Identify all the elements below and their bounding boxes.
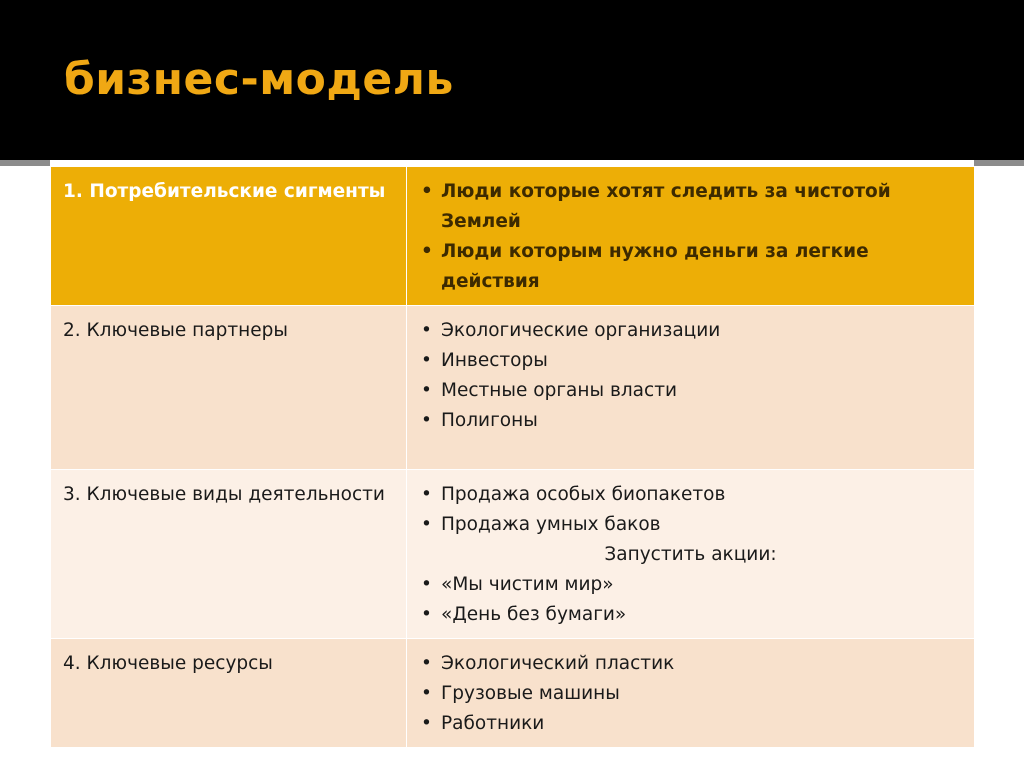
- row-label-cell: [51, 639, 407, 748]
- row-label-cell: [51, 470, 407, 639]
- title-band: [0, 0, 1024, 160]
- row-label: 1. Потребительские сигменты: [63, 181, 386, 202]
- bullet-list: [419, 177, 962, 297]
- table-row-segments: [51, 167, 975, 306]
- list-item: • Грузовые машины: [419, 679, 962, 709]
- table-row-resources: [51, 639, 975, 748]
- row-label-cell: [51, 306, 407, 470]
- row-items-cell: [407, 167, 975, 306]
- list-item: • Местные органы власти: [419, 376, 962, 406]
- row-label: 3. Ключевые виды деятельности: [63, 484, 385, 505]
- slide-title: бизнес-модель: [64, 54, 454, 105]
- row-items-cell: [407, 639, 975, 748]
- list-item: • Продажа умных баков: [419, 510, 962, 540]
- list-item: • «Мы чистим мир»: [419, 570, 962, 600]
- bullet-list: [419, 316, 962, 436]
- list-item: • Продажа особых биопакетов: [419, 480, 962, 510]
- list-item: • Люди которые хотят следить за чистотой Землей: [419, 177, 962, 237]
- list-item: • Экологический пластик: [419, 649, 962, 679]
- list-subheading: Запустить акции:: [604, 544, 777, 565]
- list-item: • Экологические организации: [419, 316, 962, 346]
- row-label: 2. Ключевые партнеры: [63, 320, 288, 341]
- business-model-table: [50, 166, 975, 748]
- list-item: • «День без бумаги»: [419, 600, 962, 630]
- row-items-cell: [407, 470, 975, 639]
- list-item: • Люди которым нужно деньги за легкие действия: [419, 237, 962, 297]
- list-item: • Полигоны: [419, 406, 962, 436]
- row-items-cell: [407, 306, 975, 470]
- title-shadow-right: [974, 160, 1024, 166]
- title-shadow-left: [0, 160, 50, 166]
- table-row-activities: [51, 470, 975, 639]
- table-row-partners: [51, 306, 975, 470]
- list-item: • Инвесторы: [419, 346, 962, 376]
- bullet-list: [419, 649, 962, 739]
- row-label-cell: [51, 167, 407, 306]
- list-item: • Работники: [419, 709, 962, 739]
- bullet-list: [419, 480, 962, 630]
- row-label: 4. Ключевые ресурсы: [63, 653, 273, 674]
